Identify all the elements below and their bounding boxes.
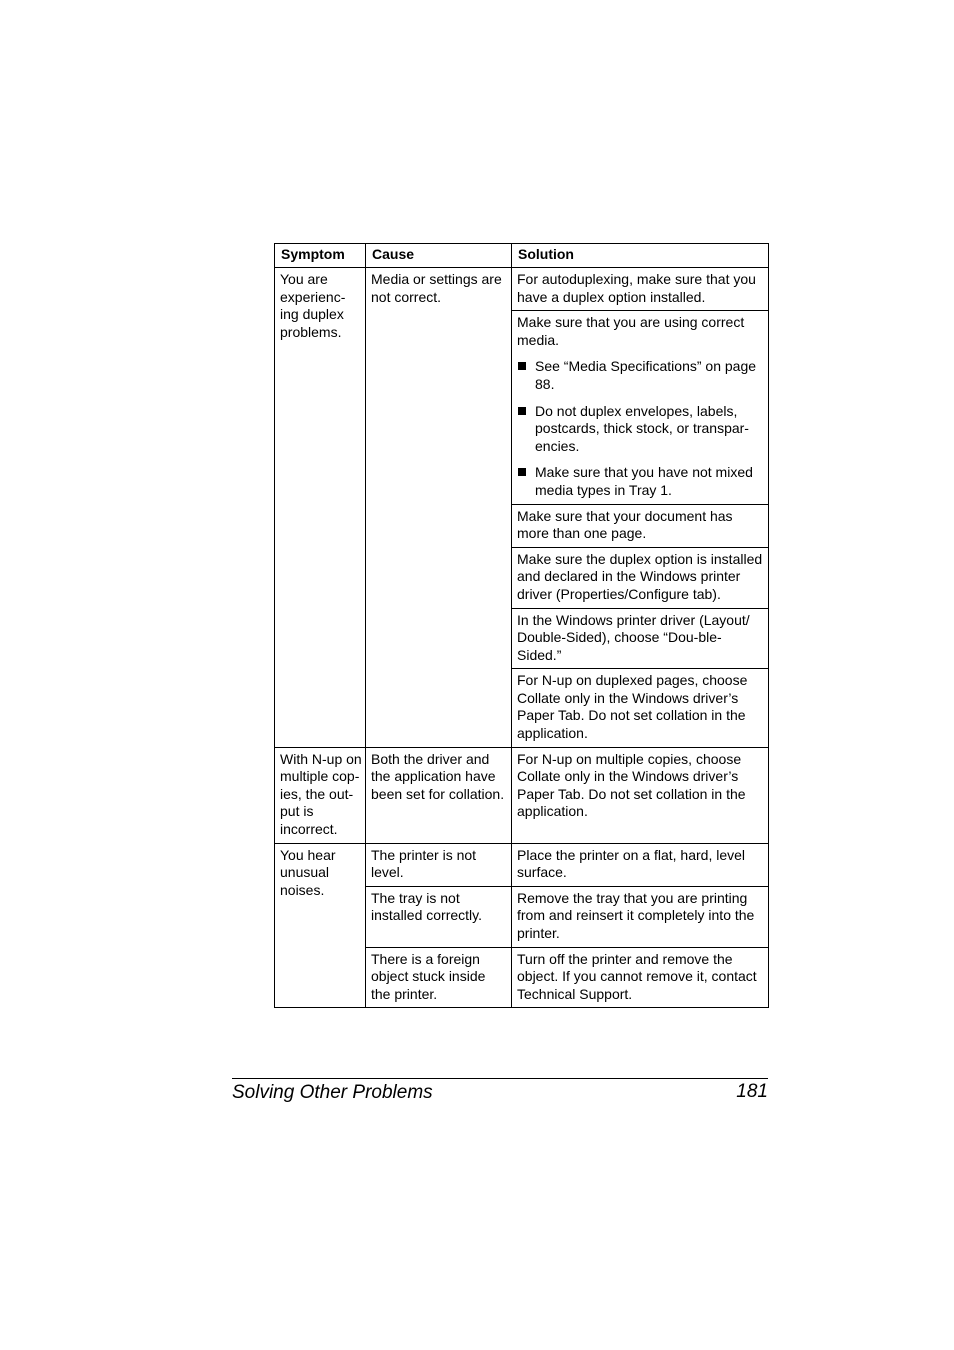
header-cause: Cause bbox=[366, 244, 512, 268]
cause-cell: There is a foreign object stuck inside the printer. bbox=[366, 947, 512, 1008]
solution-cell bbox=[512, 311, 769, 504]
cause-cell: The tray is not installed correctly. bbox=[366, 886, 512, 947]
bullet-text: Make sure that you have not mixed media types in Tray 1. bbox=[535, 464, 753, 498]
solution-cell: For N-up on multiple copies, choose Collate only in the Windows driver’s Paper Tab. Do not set collation in the application. bbox=[512, 747, 769, 843]
symptom-cell: You hear unusual noises. bbox=[275, 843, 366, 1008]
square-bullet-icon bbox=[518, 362, 526, 370]
list-item bbox=[517, 464, 765, 499]
media-bullet-list bbox=[517, 358, 765, 499]
table-header-row bbox=[275, 244, 769, 268]
solution-cell: For autoduplexing, make sure that you have a duplex option installed. bbox=[512, 268, 769, 311]
footer-divider bbox=[232, 1078, 768, 1079]
solution-cell: In the Windows printer driver (Layout/ Double-Sided), choose “Dou-ble-Sided.” bbox=[512, 608, 769, 669]
table-row bbox=[275, 268, 769, 311]
list-item bbox=[517, 358, 765, 393]
solution-cell: For N-up on duplexed pages, choose Collate only in the Windows driver’s Paper Tab. Do not set collation in the application. bbox=[512, 669, 769, 747]
page-number: 181 bbox=[736, 1081, 768, 1102]
table-row bbox=[275, 843, 769, 886]
cause-cell: Both the driver and the application have been set for collation. bbox=[366, 747, 512, 843]
solution-text: Make sure that you are using correct media. bbox=[517, 314, 745, 348]
header-solution: Solution bbox=[512, 244, 769, 268]
troubleshooting-table bbox=[274, 243, 769, 1008]
symptom-cell: With N-up on multiple cop-ies, the out-put is incorrect. bbox=[275, 747, 366, 843]
solution-cell: Make sure the duplex option is installed and declared in the Windows printer driver (Properties/Configure tab). bbox=[512, 547, 769, 608]
list-item bbox=[517, 403, 765, 456]
solution-cell: Make sure that your document has more than one page. bbox=[512, 504, 769, 547]
square-bullet-icon bbox=[518, 468, 526, 476]
bullet-text: See “Media Specifications” on page 88. bbox=[535, 358, 757, 392]
symptom-cell: You are experienc-ing duplex problems. bbox=[275, 268, 366, 748]
solution-cell: Turn off the printer and remove the object. If you cannot remove it, contact Technical Support. bbox=[512, 947, 769, 1008]
square-bullet-icon bbox=[518, 407, 526, 415]
cause-cell: Media or settings are not correct. bbox=[366, 268, 512, 748]
footer-section-title: Solving Other Problems bbox=[232, 1082, 433, 1103]
cause-cell: The printer is not level. bbox=[366, 843, 512, 886]
bullet-text: Do not duplex envelopes, labels, postcards, thick stock, or transpar-encies. bbox=[535, 402, 749, 454]
table-row bbox=[275, 747, 769, 843]
solution-cell: Remove the tray that you are printing from and reinsert it completely into the printer. bbox=[512, 886, 769, 947]
header-symptom: Symptom bbox=[275, 244, 366, 268]
solution-cell: Place the printer on a flat, hard, level surface. bbox=[512, 843, 769, 886]
